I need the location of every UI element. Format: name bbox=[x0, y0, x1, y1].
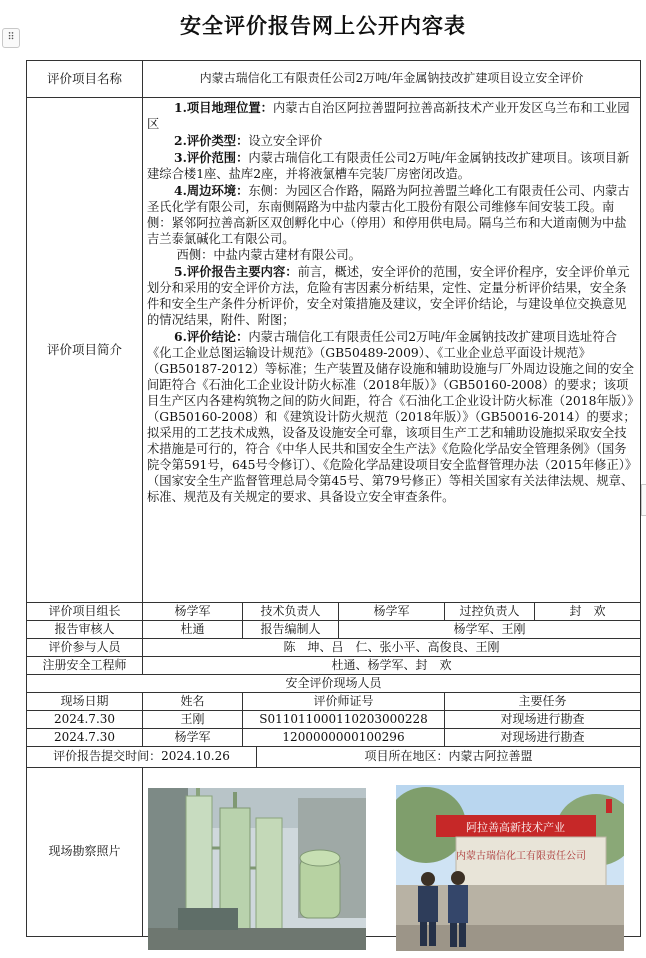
process-label: 过控负责人 bbox=[445, 603, 535, 621]
leader-value: 杨学军 bbox=[143, 603, 243, 621]
section-location-heading: 1.项目地理位置： bbox=[174, 100, 273, 115]
section-scope-heading: 3.评价范围： bbox=[174, 149, 249, 165]
site-photo-entrance bbox=[396, 785, 624, 951]
site-row-task: 对现场进行勘查 bbox=[445, 711, 641, 729]
entrance-photo-image bbox=[396, 785, 624, 951]
submit-date: 评价报告提交时间：2024.10.26 bbox=[27, 747, 257, 768]
section-contents-text: 前言，概述，安全评价的范围，安全评价程序，安全评价单元划分和采用的安全评价方法，危险有害因素分析结果，定性、定量分析评价结果，安全条件和安全生产条件分析评价，安全对策措施及建议，安全评价结论，与建设单位交换意见的情况结果，附件、附图； bbox=[147, 264, 630, 327]
section-scope bbox=[147, 150, 637, 183]
leader-label: 评价项目组长 bbox=[27, 603, 143, 621]
writer-value: 杨学军、王刚 bbox=[339, 621, 641, 639]
table-resize-handle[interactable] bbox=[641, 484, 646, 516]
site-header-date: 现场日期 bbox=[27, 693, 143, 711]
engineers-value: 杜通、杨学军、封 欢 bbox=[143, 657, 641, 675]
engineers-row bbox=[27, 657, 641, 675]
project-name-value: 内蒙古瑞信化工有限责任公司2万吨/年金属钠技改扩建项目设立安全评价 bbox=[143, 61, 641, 98]
site-header-name: 姓名 bbox=[143, 693, 243, 711]
summary-row bbox=[27, 98, 641, 603]
equipment-photo-image bbox=[148, 788, 366, 950]
site-section-title: 安全评价现场人员 bbox=[27, 675, 641, 693]
members-row bbox=[27, 639, 641, 657]
project-location: 项目所在地区：内蒙古阿拉善盟 bbox=[257, 747, 641, 768]
site-row-name: 杨学军 bbox=[143, 729, 243, 747]
section-conclusion-text: 内蒙古瑞信化工有限责任公司2万吨/年金属钠技改扩建项目选址符合《化工企业总图运输设计规范》（GB50489-2009）、《工业企业总平面设计规范》（GB50187-2012）等标准；生产装置及储存设施和辅助设施与厂外周边设施之间的安全间距符合《石油化工企业设计防火标准（2018年版）》（GB50160-2008）的要求；该项目生产区内各建构筑物之间的防火间距，符合《石油化工企业设计防火标准（2018年版）》（GB50160-2008）和《建筑设计防火规范（2018年版）》（GB50016-2014）的要求；拟采用的工艺技术成熟，设备及设施安全可靠，该项目生产工艺和辅助设施拟采取安全技术措施是可行的，符合《中华人民共和国安全生产法》《危险化学品安全管理条例》（国务院令第591号，645号令修订）、《危险化学品建设项目安全监督管理办法（2015年修正）》（国家安全生产监督管理总局令第45号、第79号修正）等相关国家有关法律法规、规章、标准、规范及有关规定的要求、具备设立安全审查条件。 bbox=[147, 329, 636, 504]
section-surroundings-west: 西侧：中盐内蒙古建材有限公司。 bbox=[176, 247, 361, 262]
site-row-cert: 1200000000100296 bbox=[243, 729, 445, 747]
section-type-heading: 2.评价类型： bbox=[174, 132, 249, 148]
section-type-text: 设立安全评价 bbox=[248, 133, 323, 148]
reviewer-row bbox=[27, 621, 641, 639]
engineers-label: 注册安全工程师 bbox=[27, 657, 143, 675]
section-surroundings-heading: 4.周边环境： bbox=[174, 182, 249, 198]
site-row bbox=[27, 729, 641, 747]
site-header-task: 主要任务 bbox=[445, 693, 641, 711]
site-row-task: 对现场进行勘查 bbox=[445, 729, 641, 747]
members-label: 评价参与人员 bbox=[27, 639, 143, 657]
reviewer-value: 杜通 bbox=[143, 621, 243, 639]
site-section-row bbox=[27, 675, 641, 693]
tech-label: 技术负责人 bbox=[243, 603, 339, 621]
photos-label: 现场勘察照片 bbox=[27, 768, 143, 937]
site-row-cert: S011011000110203000228 bbox=[243, 711, 445, 729]
section-surroundings-text: 东侧：为园区合作路，隔路为阿拉善盟兰峰化工有限责任公司、内蒙古圣氏化学有限公司，东南侧隔路为中盐内蒙古化工股份有限公司维修车间安装工段。南侧：紧邻阿拉善高新区双创孵化中心（停用）和停用供电局。隔乌兰布和大道南侧为中盐吉兰泰氯碱化工有限公司。 bbox=[147, 183, 630, 246]
table-move-handle-icon[interactable]: ⠿ bbox=[2, 28, 20, 48]
site-header-row bbox=[27, 693, 641, 711]
section-conclusion-heading: 6.评价结论： bbox=[174, 328, 249, 344]
section-scope-text: 内蒙古瑞信化工有限责任公司2万吨/年金属钠技改扩建项目。该项目新建综合楼1座、盐库2座，并将液氯槽车完装厂房密闭改造。 bbox=[147, 150, 630, 181]
project-name-label: 评价项目名称 bbox=[27, 61, 143, 98]
section-location bbox=[147, 100, 637, 133]
site-row-date: 2024.7.30 bbox=[27, 729, 143, 747]
site-photo-equipment bbox=[148, 788, 366, 950]
submit-row bbox=[27, 747, 641, 768]
section-conclusion bbox=[147, 329, 637, 506]
summary-label: 评价项目简介 bbox=[27, 98, 143, 603]
site-row-date: 2024.7.30 bbox=[27, 711, 143, 729]
reviewer-label: 报告审核人 bbox=[27, 621, 143, 639]
site-row-name: 王刚 bbox=[143, 711, 243, 729]
section-contents bbox=[147, 264, 637, 329]
section-surroundings bbox=[147, 183, 637, 248]
summary-content bbox=[143, 98, 641, 603]
leader-row bbox=[27, 603, 641, 621]
writer-label: 报告编制人 bbox=[243, 621, 339, 639]
site-header-cert: 评价师证号 bbox=[243, 693, 445, 711]
section-location-text: 内蒙古自治区阿拉善盟阿拉善高新技术产业开发区乌兰布和工业园区 bbox=[147, 101, 630, 131]
members-value: 陈 坤、吕 仁、张小平、高俊良、王刚 bbox=[143, 639, 641, 657]
project-name-row bbox=[27, 61, 641, 98]
section-type bbox=[147, 133, 637, 150]
page-title: 安全评价报告网上公开内容表 bbox=[180, 13, 466, 38]
entrance-banner-text: 阿拉善高新技术产业 bbox=[466, 821, 565, 834]
site-row bbox=[27, 711, 641, 729]
entrance-sign-text: 内蒙古瑞信化工有限责任公司 bbox=[456, 851, 586, 862]
process-value: 封 欢 bbox=[535, 603, 641, 621]
tech-value: 杨学军 bbox=[339, 603, 445, 621]
section-contents-heading: 5.评价报告主要内容： bbox=[174, 263, 298, 279]
